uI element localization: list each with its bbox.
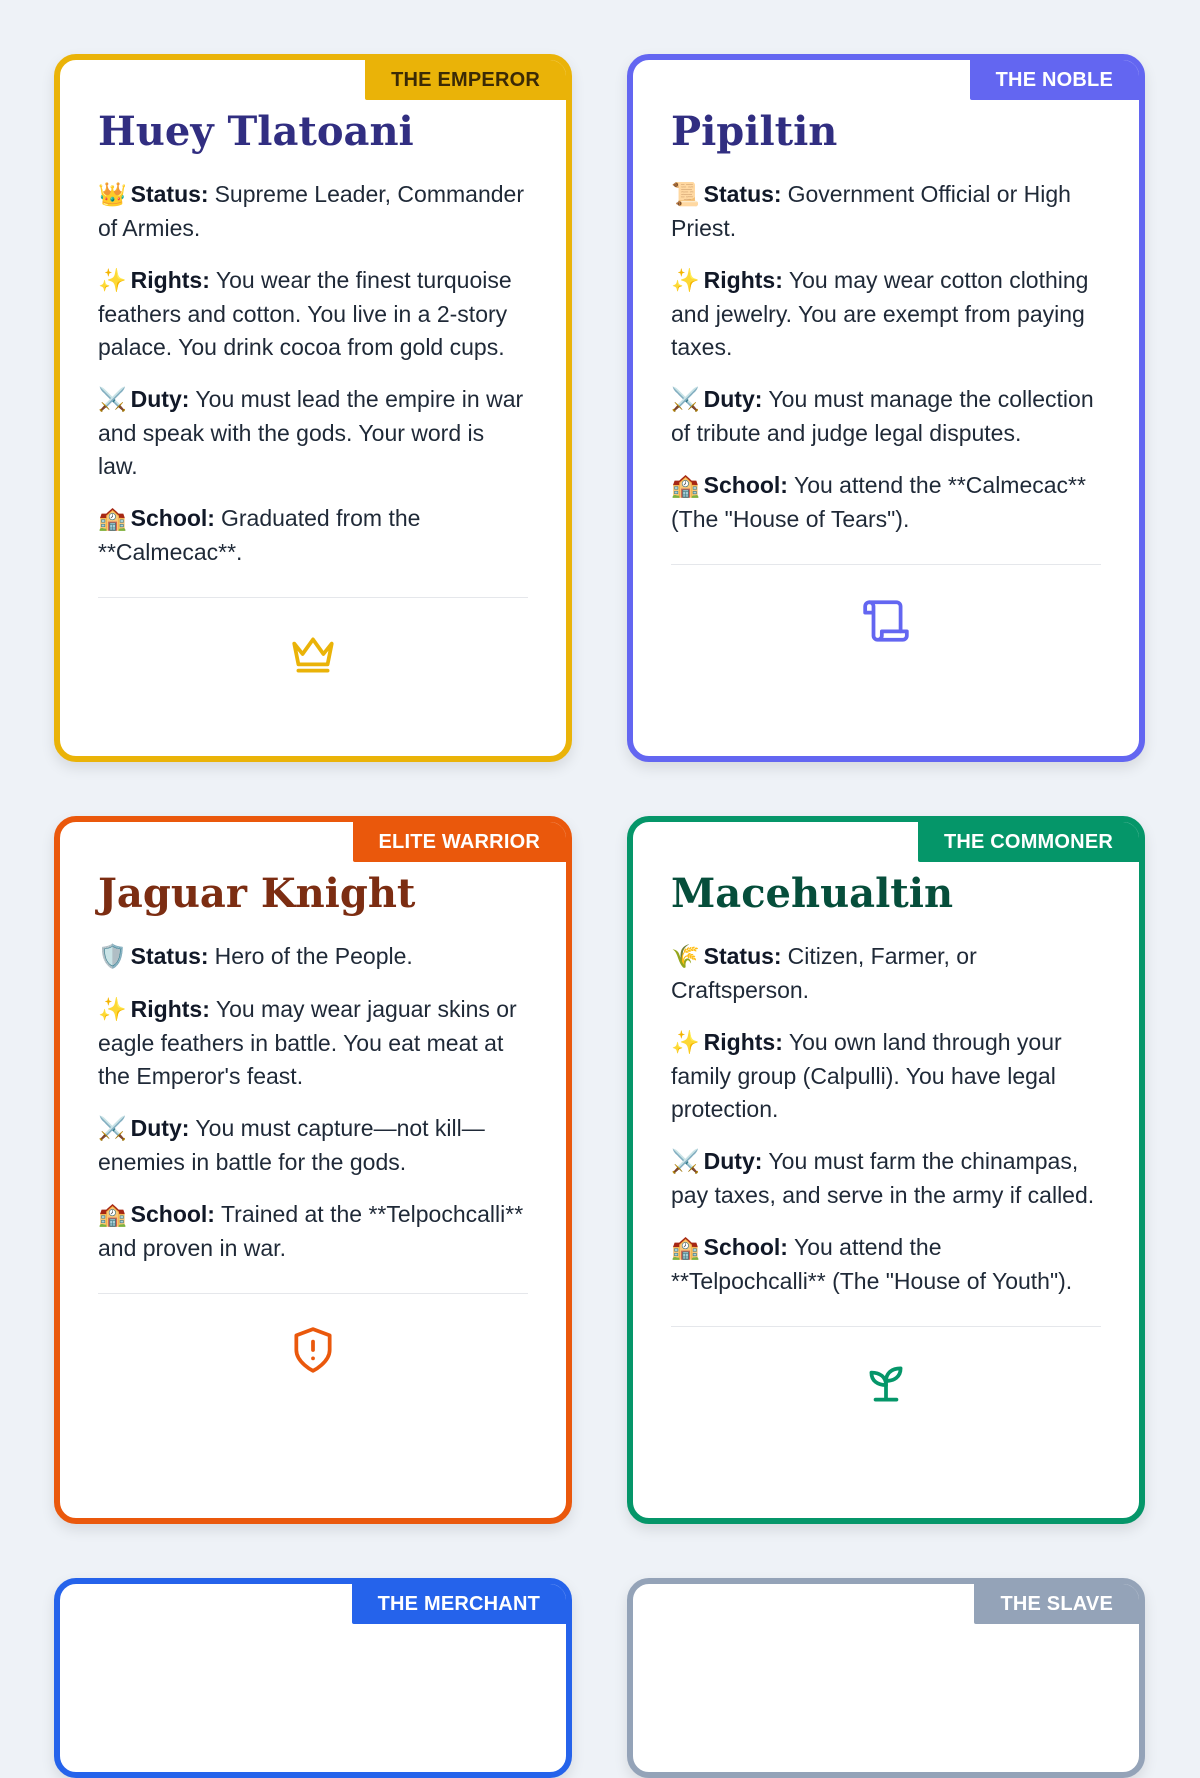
duty-label: Duty: (703, 1148, 763, 1174)
card-emperor (54, 54, 572, 762)
rights-text: You may wear cotton clothing and jewelry. You are exempt from paying taxes. (671, 267, 1089, 360)
card-title: Jaguar Knight (98, 870, 416, 917)
duty-row (671, 383, 1101, 450)
rights-text: You wear the finest turquoise feathers and cotton. You live in a 2-story palace. You drink cocoa from gold cups. (98, 267, 512, 360)
card-title: Huey Tlatoani (98, 108, 414, 155)
rights-text: You may wear jaguar skins or eagle feathers in battle. You eat meat at the Emperor's feast. (98, 996, 517, 1089)
duty-row (98, 383, 528, 483)
rights-row (98, 993, 528, 1093)
school-row (98, 502, 528, 569)
card-footer (98, 598, 528, 710)
duty-text: You must farm the chinampas, pay taxes, and serve in the army if called. (671, 1148, 1095, 1208)
duty-row (671, 1145, 1101, 1212)
sparkles-icon: ✨ (98, 268, 127, 294)
duty-text: You must capture—not kill—enemies in battle for the gods. (98, 1115, 485, 1175)
status-text: Government Official or High Priest. (671, 181, 1071, 241)
duty-label: Duty: (130, 1115, 190, 1141)
school-icon: 🏫 (671, 473, 700, 499)
crossed-swords-icon: ⚔️ (98, 1116, 127, 1142)
school-row (671, 1231, 1101, 1298)
school-icon: 🏫 (98, 506, 127, 532)
school-label: School: (703, 1234, 788, 1260)
status-label: Status: (703, 181, 782, 207)
card-footer (671, 565, 1101, 677)
shield-alert-icon (288, 1325, 338, 1375)
rights-label: Rights: (703, 267, 783, 293)
school-label: School: (130, 1201, 215, 1227)
scroll-emoji-icon: 📜 (671, 182, 700, 208)
crown-icon (288, 629, 338, 679)
role-badge: THE SLAVE (974, 1584, 1139, 1624)
duty-text: You must lead the empire in war and speak with the gods. Your word is law. (98, 386, 524, 479)
rights-label: Rights: (130, 996, 210, 1022)
card-title: Macehualtin (671, 870, 954, 917)
crown-emoji-icon: 👑 (98, 182, 127, 208)
card-footer (98, 1294, 528, 1406)
school-text: You attend the **Calmecac** (The "House of Tears"). (671, 472, 1086, 532)
status-text: Supreme Leader, Commander of Armies. (98, 181, 524, 241)
rights-row (671, 1026, 1101, 1126)
status-row (98, 940, 528, 974)
crossed-swords-icon: ⚔️ (98, 387, 127, 413)
shield-emoji-icon: 🛡️ (98, 944, 127, 970)
rights-text: You own land through your family group (Calpulli). You have legal protection. (671, 1029, 1062, 1122)
card-commoner (627, 816, 1145, 1524)
duty-label: Duty: (130, 386, 190, 412)
role-badge: THE COMMONER (918, 822, 1139, 862)
card-elite-warrior (54, 816, 572, 1524)
card-title: Pipiltin (671, 108, 838, 155)
role-badge: THE MERCHANT (352, 1584, 566, 1624)
status-label: Status: (703, 943, 782, 969)
school-icon: 🏫 (98, 1202, 127, 1228)
school-text: You attend the **Telpochcalli** (The "House of Youth"). (671, 1234, 1073, 1294)
rights-label: Rights: (703, 1029, 783, 1055)
status-label: Status: (130, 181, 209, 207)
status-text: Citizen, Farmer, or Craftsperson. (671, 943, 977, 1003)
sparkles-icon: ✨ (671, 268, 700, 294)
status-text: Hero of the People. (214, 943, 413, 969)
status-row (98, 178, 528, 245)
sprout-icon (861, 1358, 911, 1408)
status-label: Status: (130, 943, 209, 969)
role-badge: ELITE WARRIOR (353, 822, 567, 862)
crossed-swords-icon: ⚔️ (671, 1149, 700, 1175)
duty-row (98, 1112, 528, 1179)
scroll-icon (861, 596, 911, 646)
school-text: Graduated from the **Calmecac**. (98, 505, 421, 565)
school-label: School: (703, 472, 788, 498)
school-row (98, 1198, 528, 1265)
school-icon: 🏫 (671, 1235, 700, 1261)
card-slave (627, 1578, 1145, 1778)
school-text: Trained at the **Telpochcalli** and proven in war. (98, 1201, 524, 1261)
sparkles-icon: ✨ (671, 1030, 700, 1056)
card-merchant (54, 1578, 572, 1778)
wheat-emoji-icon: 🌾 (671, 944, 700, 970)
duty-text: You must manage the collection of tribute and judge legal disputes. (671, 386, 1094, 446)
status-row (671, 940, 1101, 1007)
status-row (671, 178, 1101, 245)
duty-label: Duty: (703, 386, 763, 412)
card-footer (671, 1327, 1101, 1439)
sparkles-icon: ✨ (98, 997, 127, 1023)
school-label: School: (130, 505, 215, 531)
card-noble (627, 54, 1145, 762)
role-badge: THE EMPEROR (365, 60, 566, 100)
rights-label: Rights: (130, 267, 210, 293)
rights-row (671, 264, 1101, 364)
crossed-swords-icon: ⚔️ (671, 387, 700, 413)
school-row (671, 469, 1101, 536)
rights-row (98, 264, 528, 364)
role-badge: THE NOBLE (970, 60, 1139, 100)
